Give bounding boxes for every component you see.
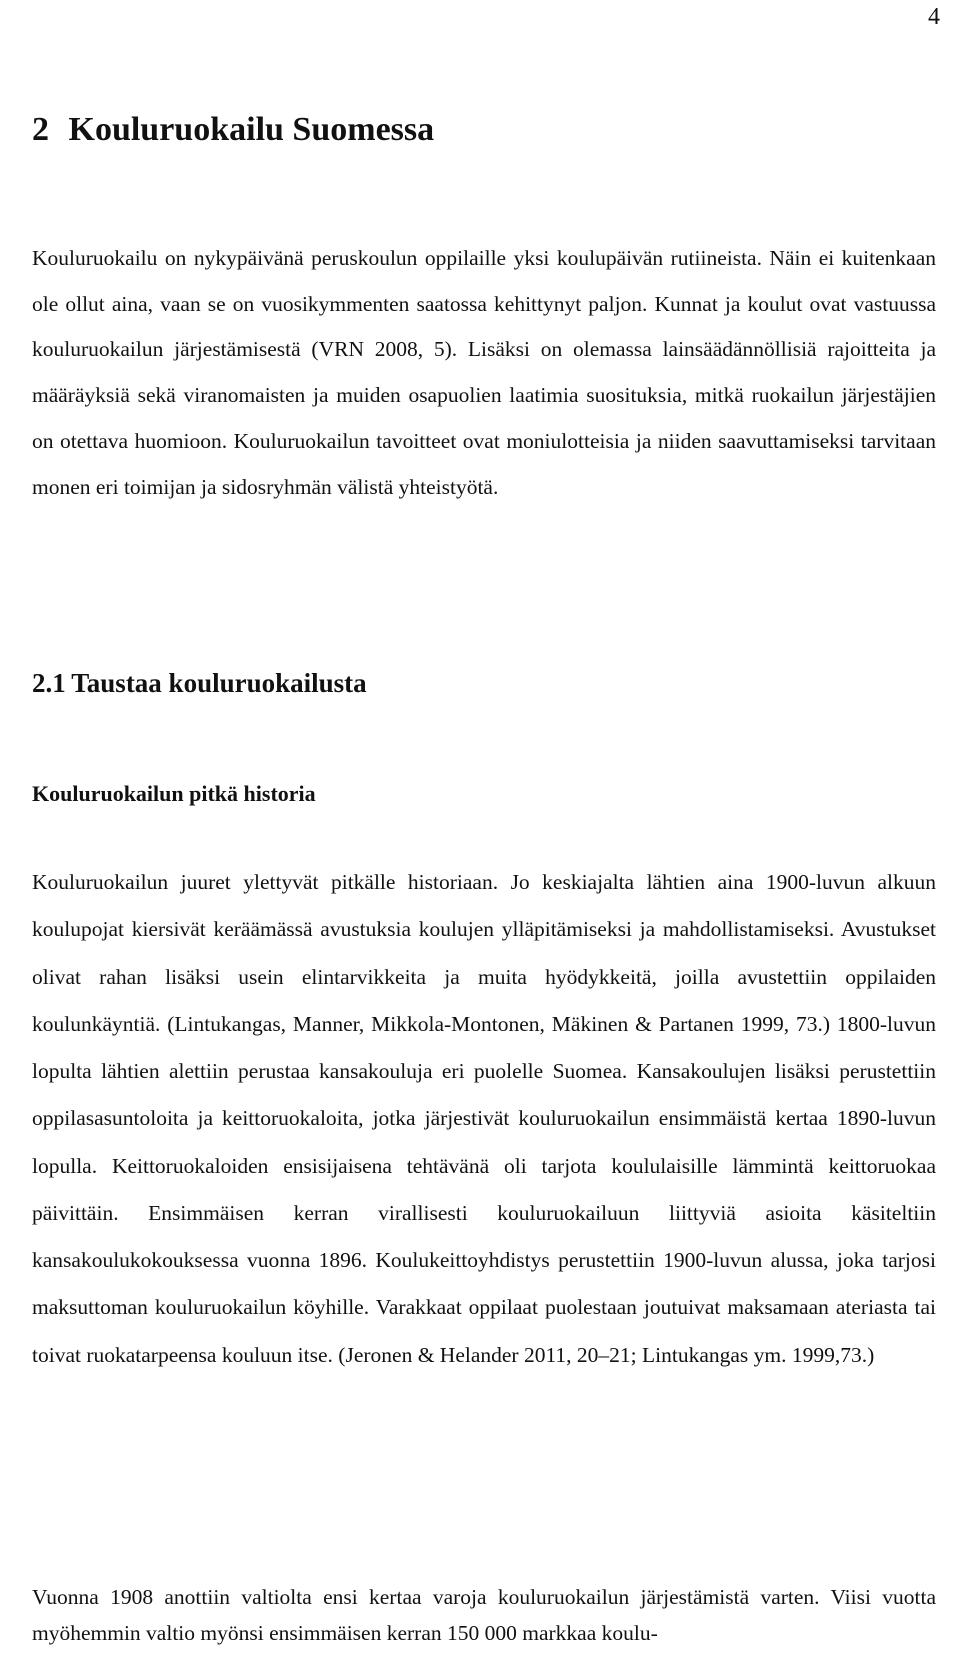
chapter-title	[32, 108, 434, 152]
section-number: 2.1	[32, 668, 66, 698]
section-title	[32, 666, 367, 700]
chapter-number: 2	[32, 111, 49, 148]
intro-paragraph: Kouluruokailu on nykypäivänä peruskoulun oppilaille yksi koulupäivän rutiineista. Näin ei kuitenkaan ole ollut aina, vaan se on vuosikymmenten saatossa kehittynyt paljon. Kunnat ja koulut ovat vastuussa kouluruokailun järjestämisestä (VRN 2008, 5). Lisäksi on olemassa lainsäädännöllisiä rajoitteita ja määräyksiä sekä viranomaisten ja muiden osapuolien laatimia suosituksia, mitkä ruokailun järjestäjien on otettava huomioon. Kouluruokailun tavoitteet ovat moniulotteisia ja niiden saavuttamiseksi tarvitaan monen eri toimijan ja sidosryhmän välistä yhteistyötä.	[32, 246, 936, 499]
last-paragraph: Vuonna 1908 anottiin valtiolta ensi kertaa varoja kouluruokailun järjestämistä varten. Viisi vuotta myöhemmin valtio myönsi ensimmäisen kerran 150 000 markkaa koulu-	[32, 1585, 936, 1645]
subheading: Kouluruokailun pitkä historia	[32, 781, 316, 806]
page-number: 4	[928, 4, 940, 30]
section-title-text: Taustaa kouluruokailusta	[71, 668, 367, 698]
history-paragraph: Kouluruokailun juuret ylettyvät pitkälle historiaan. Jo keskiajalta lähtien aina 1900-luvun alkuun koulupojat kiersivät keräämässä avustuksia koulujen ylläpitämiseksi ja mahdollistamiseksi. Avustukset olivat rahan lisäksi usein elintarvikkeita ja muita hyödykkeitä, joilla avustettiin oppilaiden koulunkäyntiä. (Lintukangas, Manner, Mikkola-Montonen, Mäkinen & Partanen 1999, 73.) 1800-luvun lopulta lähtien alettiin perustaa kansakouluja eri puolelle Suomea. Kansakoulujen lisäksi perustettiin oppilasasuntoloita ja keittoruokaloita, jotka järjestivät kouluruokailun ensimmäistä kertaa 1890-luvun lopulla. Keittoruokaloiden ensisijaisena tehtävänä oli tarjota koululaisille lämmintä keittoruokaa päivittäin. Ensimmäisen kerran virallisesti kouluruokailuun liittyviä asioita käsiteltiin kansakoulukokouksessa vuonna 1896. Koulukeittoyhdistys perustettiin 1900-luvun alussa, joka tarjosi maksuttoman kouluruokailun köyhille. Varakkaat oppilaat puolestaan joutuivat maksamaan ateriasta tai toivat ruokatarpeensa kouluun itse. (Jeronen & Helander 2011, 20–21; Lintukangas ym. 1999,73.)	[32, 870, 936, 1367]
chapter-title-text: Kouluruokailu Suomessa	[68, 111, 435, 148]
